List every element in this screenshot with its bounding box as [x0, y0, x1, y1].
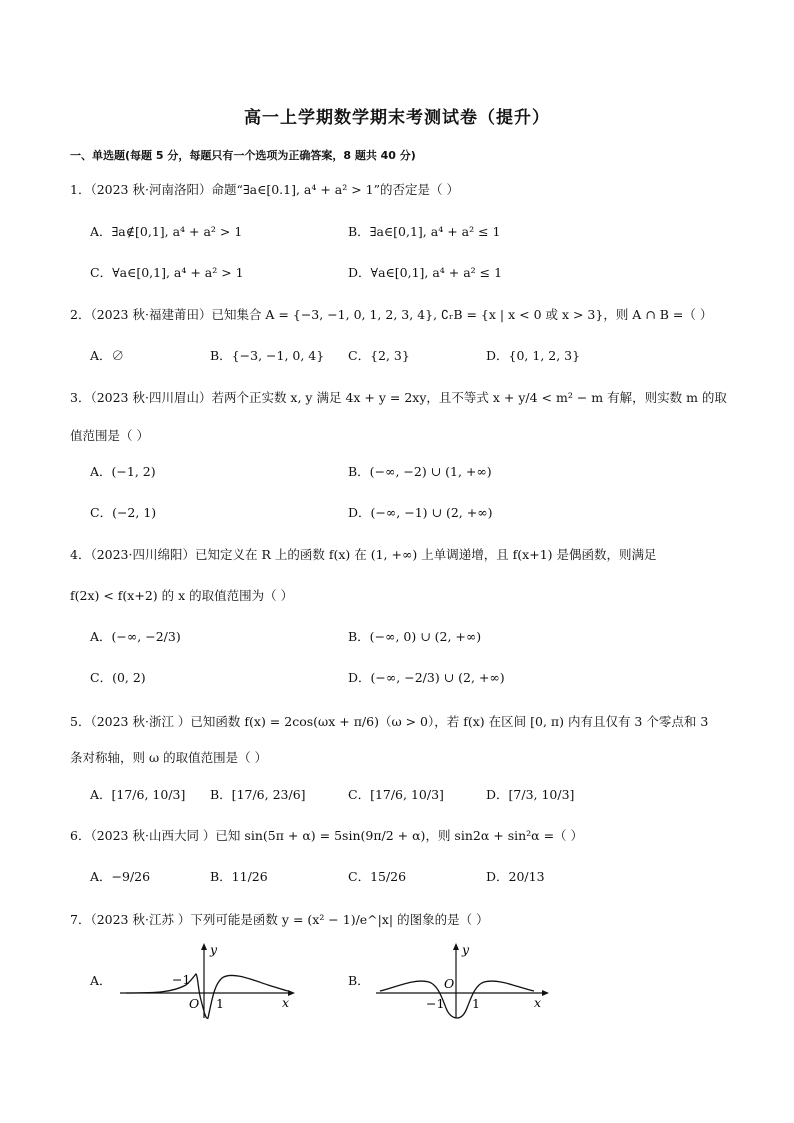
question-7-option-a[interactable]: A．	[90, 973, 112, 988]
x-axis-arrow-icon	[542, 990, 549, 996]
neg-one-label: −1	[426, 996, 445, 1011]
one-label: 1	[472, 996, 480, 1011]
question-4-stem: 4．（2023·四川绵阳）已知定义在 R 上的函数 f(x) 在 (1, +∞) 上单调递增，且 f(x+1) 是偶函数，则满足	[70, 547, 657, 562]
question-3-option-d[interactable]: D．(−∞, −1) ∪ (2, +∞)	[348, 505, 493, 520]
question-4-option-c[interactable]: C．(0, 2)	[90, 670, 146, 685]
question-3-option-a[interactable]: A．(−1, 2)	[90, 464, 156, 479]
question-1-option-b[interactable]: B．∃a∈[0,1], a⁴ + a² ≤ 1	[348, 224, 501, 239]
question-3-option-b[interactable]: B．(−∞, −2) ∪ (1, +∞)	[348, 464, 492, 479]
question-5-option-b[interactable]: B．[17/6, 23/6]	[210, 787, 306, 802]
question-3-option-c[interactable]: C．(−2, 1)	[90, 505, 157, 520]
question-5-option-d[interactable]: D．[7/3, 10/3]	[486, 787, 575, 802]
one-label: 1	[216, 996, 224, 1011]
question-6-option-d[interactable]: D．20/13	[486, 869, 545, 884]
question-1-stem: 1．（2023 秋·河南洛阳）命题“∃a∈[0.1], a⁴ + a² > 1”的否定是（ ）	[70, 182, 460, 197]
neg-one-label: −1	[172, 972, 191, 987]
question-6-option-a[interactable]: A．−9/26	[90, 869, 151, 884]
question-2-option-c[interactable]: C．{2, 3}	[348, 348, 410, 363]
question-5-option-a[interactable]: A．[17/6, 10/3]	[90, 787, 186, 802]
question-4-option-a[interactable]: A．(−∞, −2/3)	[90, 629, 181, 644]
question-4-stem-cont: f(2x) < f(x+2) 的 x 的取值范围为（ ）	[70, 588, 294, 603]
y-label: y	[462, 942, 470, 957]
curve	[126, 974, 288, 1018]
question-4-option-b[interactable]: B．(−∞, 0) ∪ (2, +∞)	[348, 629, 482, 644]
question-3-stem: 3．（2023 秋·四川眉山）若两个正实数 x, y 满足 4x + y = 2xy，且不等式 x + y/4 < m² − m 有解，则实数 m 的取	[70, 390, 727, 405]
question-5-stem-cont: 条对称轴，则 ω 的取值范围是（ ）	[70, 750, 268, 765]
question-6-option-c[interactable]: C．15/26	[348, 869, 407, 884]
question-6-stem: 6．（2023 秋·山西大同 ）已知 sin(5π + α) = 5sin(9π/2 + α)，则 sin2α + sin²α =（ ）	[70, 828, 584, 843]
question-7-stem: 7．（2023 秋·江苏 ）下列可能是函数 y = (x² − 1)/e^|x| 的图象的是（ ）	[70, 912, 489, 927]
question-6-option-b[interactable]: B．11/26	[210, 869, 268, 884]
curve	[380, 981, 534, 1018]
question-2-stem: 2．（2023 秋·福建莆田）已知集合 A = {−3, −1, 0, 1, 2, 3, 4}, ∁ᵣB = {x | x < 0 或 x > 3}，则 A ∩ B =（ ）	[70, 307, 713, 322]
question-7-option-b[interactable]: B．	[348, 973, 370, 988]
question-5-stem: 5．（2023 秋·浙江 ）已知函数 f(x) = 2cos(ωx + π/6)（ω > 0），若 f(x) 在区间 [0, π) 内有且仅有 3 个零点和 3	[70, 714, 709, 729]
question-2-option-a[interactable]: A．∅	[90, 348, 125, 363]
question-5-option-c[interactable]: C．[17/6, 10/3]	[348, 787, 444, 802]
y-label: y	[210, 942, 218, 957]
question-4-option-d[interactable]: D．(−∞, −2/3) ∪ (2, +∞)	[348, 670, 505, 685]
question-3-stem-cont: 值范围是（ ）	[70, 428, 149, 443]
section-heading: 一、单选题(每题 5 分，每题只有一个选项为正确答案，8 题共 40 分)	[70, 149, 416, 162]
y-axis-arrow-icon	[201, 943, 207, 950]
question-1-option-c[interactable]: C．∀a∈[0,1], a⁴ + a² > 1	[90, 265, 244, 280]
question-2-option-d[interactable]: D．{0, 1, 2, 3}	[486, 348, 581, 363]
question-2-option-b[interactable]: B．{−3, −1, 0, 4}	[210, 348, 325, 363]
origin-label: O	[189, 996, 200, 1011]
question-1-option-a[interactable]: A．∃a∉[0,1], a⁴ + a² > 1	[90, 224, 243, 239]
question-1-option-d[interactable]: D．∀a∈[0,1], a⁴ + a² ≤ 1	[348, 265, 503, 280]
question-7-graph-a	[118, 940, 298, 1020]
y-axis-arrow-icon	[453, 943, 459, 950]
question-7-graph-b	[374, 940, 554, 1020]
origin-label: O	[444, 976, 455, 991]
page-title: 高一上学期数学期末考测试卷（提升）	[244, 108, 550, 128]
x-label: x	[534, 995, 542, 1010]
x-label: x	[282, 995, 290, 1010]
